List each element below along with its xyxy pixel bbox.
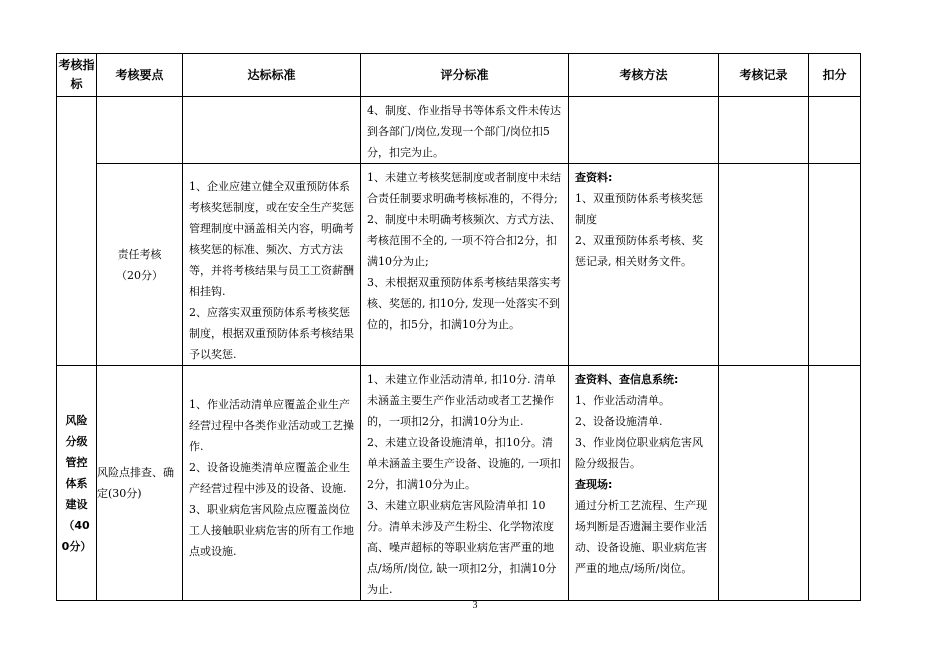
header-deduction: 扣分 <box>809 54 861 97</box>
method-heading: 查资料: <box>575 171 613 184</box>
scoring-item: 3、未建立职业病危害风险清单扣 10分。清单未涉及产生粉尘、化学物浓度高、噪声超标的等职业病危害严重的地点/场所/岗位, 缺一项扣2分，扣满10分为止. <box>367 499 557 596</box>
category-line: 分级 <box>65 434 88 448</box>
method-cell <box>569 164 719 366</box>
standard-cell <box>183 97 361 164</box>
method-heading: 查现场: <box>575 478 613 491</box>
point-cell <box>97 164 183 366</box>
category-line: 管控 <box>65 455 88 469</box>
standard-item: 2、设备设施类清单应覆盖企业生产经营过程中涉及的设备、设施. <box>189 461 350 495</box>
record-cell <box>719 366 809 601</box>
point-score: （20分） <box>116 268 163 282</box>
method-item: 2、设备设施清单. <box>575 415 663 428</box>
point-cell <box>97 97 183 164</box>
header-standard: 达标标准 <box>183 54 361 97</box>
category-line: （40 <box>63 518 90 532</box>
header-scoring: 评分标准 <box>361 54 569 97</box>
header-key-point: 考核要点 <box>97 54 183 97</box>
method-item: 2、双重预防体系考核、奖惩记录, 相关财务文件。 <box>575 234 703 268</box>
standard-cell <box>183 366 361 601</box>
method-item: 1、作业活动清单。 <box>575 394 670 407</box>
page-number: 3 <box>472 600 478 611</box>
category-cell-empty <box>57 97 97 366</box>
scoring-item: 1、未建立作业活动清单, 扣10分. 清单未涵盖主要生产作业活动或者工艺操作的，一项扣2分，扣满10分为止. <box>367 373 556 428</box>
standard-item: 2、应落实双重预防体系考核奖惩制度，根据双重预防体系考核结果予以奖惩. <box>189 306 354 361</box>
method-item: 3、作业岗位职业病危害风险分级报告。 <box>575 436 703 470</box>
standard-item: 3、职业病危害风险点应覆盖岗位工人接触职业病危害的所有工作地点或设施. <box>189 503 354 558</box>
category-line: 建设 <box>65 497 88 511</box>
deduction-cell <box>809 366 861 601</box>
method-item: 1、双重预防体系考核奖惩制度 <box>575 192 703 226</box>
table-row <box>57 164 861 366</box>
scoring-item: 3、未根据双重预防体系考核结果落实考核、奖惩的, 扣10分, 发现一处落实不到位的，扣5分，扣满10分为止。 <box>367 276 561 331</box>
category-cell <box>57 366 97 601</box>
assessment-table <box>56 53 861 601</box>
scoring-item: 4、制度、作业指导书等体系文件未传达到各部门/岗位,发现一个部门/岗位扣5分，扣完为止。 <box>367 104 561 159</box>
point-cell <box>97 366 183 601</box>
header-row <box>57 54 861 97</box>
scoring-item: 1、未建立考核奖惩制度或者制度中未结合责任制要求明确考核标准的，不得分; <box>367 171 561 205</box>
point-name: 责任考核 <box>117 247 162 261</box>
standard-item: 1、作业活动清单应覆盖企业生产经营过程中各类作业活动或工艺操作. <box>189 398 354 453</box>
deduction-cell <box>809 97 861 164</box>
header-record: 考核记录 <box>719 54 809 97</box>
standard-item: 1、企业应建立健全双重预防体系考核奖惩制度，或在安全生产奖惩管理制度中涵盖相关内容，明确考核奖惩的标准、频次、方式方法等，并将考核结果与员工工资薪酬相挂钩. <box>189 180 354 298</box>
category-line: 体系 <box>65 476 88 490</box>
category-line: 风险 <box>65 413 88 427</box>
standard-cell <box>183 164 361 366</box>
category-line: 0分） <box>61 539 92 553</box>
record-cell <box>719 164 809 366</box>
table-row <box>57 97 861 164</box>
scoring-cell <box>361 366 569 601</box>
scoring-item: 2、制度中未明确考核频次、方式方法、考核范围不全的, 一项不符合扣2分，扣满10分为止; <box>367 213 561 268</box>
method-item: 通过分析工艺流程、生产现场判断是否遗漏主要作业活动、设备设施、职业病危害严重的地点/场所/岗位。 <box>575 499 707 575</box>
scoring-cell <box>361 164 569 366</box>
header-method: 考核方法 <box>569 54 719 97</box>
deduction-cell <box>809 164 861 366</box>
header-indicator: 考核指标 <box>57 54 97 97</box>
method-cell <box>569 97 719 164</box>
method-cell <box>569 366 719 601</box>
scoring-item: 2、未建立设备设施清单，扣10分。清单未涵盖主要生产设备、设施的, 一项扣2分，扣满10分为止。 <box>367 436 561 491</box>
point-name: 风险点排查、确定(30分) <box>97 466 174 500</box>
method-heading: 查资料、查信息系统: <box>575 373 679 386</box>
scoring-cell <box>361 97 569 164</box>
table-row <box>57 366 861 601</box>
record-cell <box>719 97 809 164</box>
